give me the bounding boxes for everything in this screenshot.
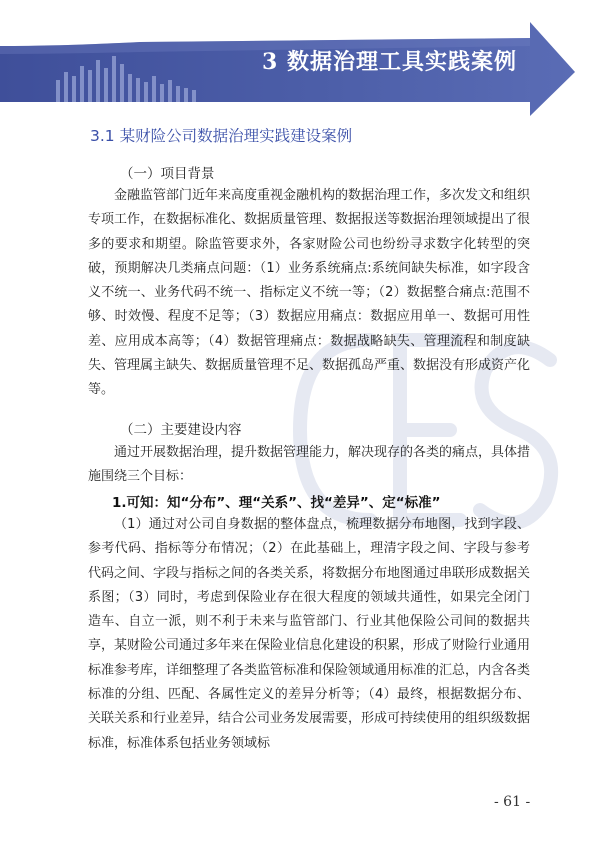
item1-heading: 1.可知：知“分布”、理“关系”、找“差异”、定“标准”: [112, 495, 441, 511]
background-heading: （一）项目背景: [120, 166, 215, 182]
background-paragraph: 金融监管部门近年来高度重视金融机构的数据治理工作，多次发文和组织专项工作，在数据标准化、数据质量管理、数据报送等数据治理领域提出了很多的要求和期望。除监管要求外，各家财险公司也纷纷寻求数字化转型的突破，预期解决几类痛点问题：（1）业务系统痛点:系统间缺失标准，如字段含义不统一、业务代码不统一、指标定义不统一等；（2）数据整合痛点:范围不够、时效慢、程度不足等；（3）数据应用痛点：数据应用单一、数据可用性差、应用成本高等；（4）数据管理痛点：数据战略缺失、管理流程和制度缺失、管理属主缺失、数据质量管理不足、数据孤岛严重、数据没有形成资产化等。: [88, 188, 531, 398]
page-number: - 61 -: [494, 794, 531, 810]
chapter-title: 3 数据治理工具实践案例: [262, 49, 517, 75]
item1-paragraph: （1）通过对公司自身数据的整体盘点，梳理数据分布地图，找到字段、参考代码、指标等分布情况；（2）在此基础上，理清字段之间、字段与参考代码之间、字段与指标之间的各类关系，将数据分布地图通过串联形成数据关系图；（3）同时，考虑到保险业存在很大程度的领域共通性，如果完全闭门造车、自立一派，则不利于未来与监管部门、行业其他保险公司间的数据共享，某财险公司通过多年来在保险业信息化建设的积累，形成了财险行业通用标准参考库，详细整理了各类监管标准和保险领域通用标准的汇总，内含各类标准的分组、匹配、各属性定义的差异分析等；（4）最终，根据数据分布、关联关系和行业差异，结合公司业务发展需要，形成可持续使用的组织级数据标准，标准体系包括业务领域标: [88, 517, 531, 751]
content-intro: 通过开展数据治理，提升数据管理能力，解决现存的各类的痛点，具体措施围绕三个目标：: [88, 445, 531, 485]
content-heading: （二）主要建设内容: [120, 422, 242, 438]
section-title: 3.1 某财险公司数据治理实践建设案例: [90, 127, 353, 145]
